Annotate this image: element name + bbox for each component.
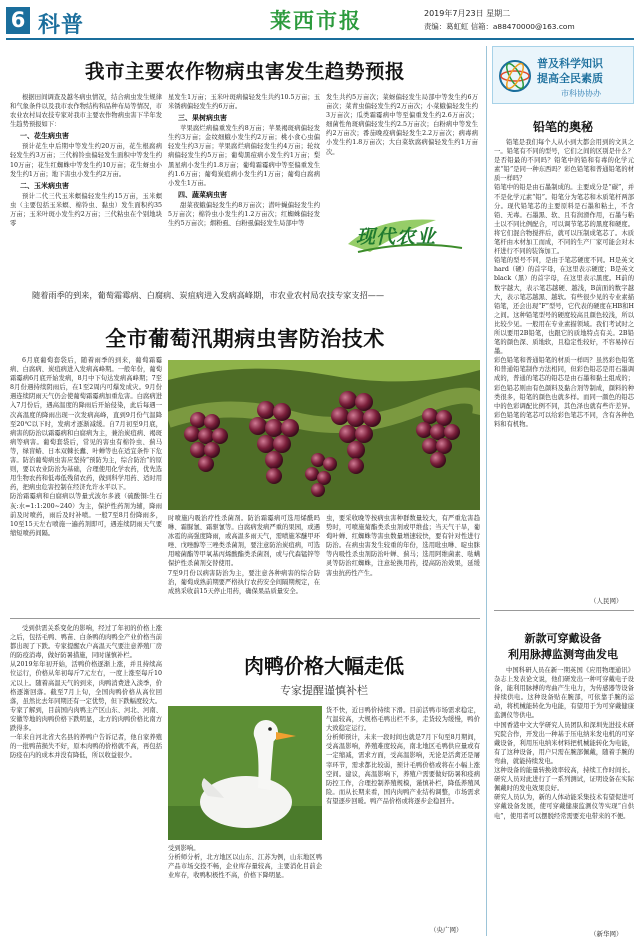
pests-corn-body: 预计二代三代玉米螟偏轻发生约15万亩，玉米螟虫（主要包括玉米螟、棉铃虫、黏虫）发生面积约35万亩；玉米叶斑小发生约2万亩；三代粘虫在个别地块零 (10, 192, 162, 228)
wearable-text: 中国科研人员在新一期英国《应用物理通讯》杂志上发表论文说，他们研发出一种可穿戴电子设备，能利用脉搏的弯曲产生电力，为传感器等设备持续供电。这种设备贴在腕部，可依靠手腕的运动，将机械能转化为电能，有望用于为可穿戴健康监测仪等供电。 中国香港中文大学研究人员团队和深圳先进技术研究院合作，开发出一种基于压电纳米发电机的可穿戴设备，利用压电纳米材料把机械能转化为电能，有了这种设备，用户只需在腕部佩戴，随着手腕的弯曲，就能持续发电。 这种设备的能量转换效率较高，持续工作时间长。研究人员对此进行了一系列测试，证明设备在实际佩戴时的发电效果良好。 研究人员认为，新的人体动能采集技术有望促进可穿戴设备发展，使可穿戴健康监测仪等实现“自供电”，使用者可以摆脱经常需要充电带来的不便。 (494, 667, 634, 820)
header-rule (6, 38, 634, 40)
pests-sub-peanut: 一、花生病虫害 (20, 132, 69, 141)
page-number: 6 (10, 8, 26, 32)
grape-cluster-icon (168, 360, 480, 510)
pests-sub-veg: 四、蔬菜病虫害 (178, 190, 227, 199)
duck-col-left (10, 624, 162, 936)
duck-left-text: 受到供需关系变化的影响，经过了年初的价格上涨之后，包括毛鸭、鸭苗、白条鸭的肉鸭全产业价格当前都出现了下跌。专家提醒农户高温天气要注意养殖厂房的防疫消毒，做好防暑措施，同时谨慎补栏。 从2019年年初开始，活鸭价格逐渐上涨，并且持续高位运行，价格从年初每斤7元左右，一度上涨至每斤10元以上。随着高温天气的到来，肉鸭消费进入淡季，价格逐渐回落。截至7月上旬，全国肉鸭价格从高位回落，虽然比去年同期还有一定优势，但下跌幅度较大。 专家了解到，目前国内肉鸭主产区山东、河北、河南、安徽等地的肉鸭价格下跌明显，北方的肉鸭价格比南方跌得多。 一年来自河北省大名县的养鸭户告诉记者，他自家养殖的一批鸭苗损失不好，原本肉鸭的价格就不高，再包括防疫在内的成本并没有降低，所以收益很少。 (10, 625, 162, 760)
banner-line-1: 普及科学知识 (537, 57, 603, 70)
sidebar-rule (494, 610, 634, 611)
pencil-source: （人民网） (590, 597, 623, 605)
science-logo-icon (498, 59, 532, 93)
editor-line: 责编：葛虹虹 信箱：a88470000@163.com (424, 22, 575, 31)
duck-col-mid (168, 844, 322, 936)
grape-photo (168, 360, 480, 510)
duck-photo (168, 706, 322, 840)
banner-line-3: 市科协协办 (561, 89, 601, 98)
pests-col-2 (168, 93, 320, 268)
pencil-headline: 铅笔的奥秘 (532, 120, 593, 134)
pencil-text: 铅笔是我们每个人从小到大都会用到的文具之一。铅笔有不同的型号，它们之间的区别是什么？是否铅最的不同吗？铅笔中的铅和有毒的化学元素“铅”是同一种东西吗？彩色铅笔和普通铅笔的材质一样吗？ 铅笔中的铅是由石墨制成的。主要成分是“碳”，并不是化学元素“铅”。铅笔分为笔芯和木质笔杆两部分。现代铅笔芯的主要原料是石墨和粘土，不含铅、无毒。石墨黑、软、且有润滑作用，石墨与粘土以不同比例配合，可以调节笔芯的黑度和硬度。将它们混合物搅拌后，就可以压制成笔芯了。木质笔杆由木材加工而成，不同的生产厂家可能会对木杆进行不同的装饰加工。 铅笔的型号不同，是由于笔芯硬度不同。H是英文hard（硬）的首字母，在这里表示硬度；B是英文black（黑）的首字母，在这里表示黑度。H前的数字越大，表示笔芯越硬、越浅，B前面的数字越大，表示笔芯越黑、越软。有些很少见的专业素描铅笔，还会出现“F”型号，它代表的硬度在HB和H之间。这种铅笔型号的硬度较高且颜色较浅，所以比较少见。一般用在专业素描领域。我们考试时之所以要用2B铅笔，也跟它的质地特点有关。2B铅笔的颜色深、质地软，且稳定性较好，不容易掉石墨。 彩色铅笔和普通铅笔的材质一样吗？虽然彩色铅笔和普通铅笔制作方法相同，但彩色铅芯是用石墨调成的，普通的笔芯的铅芯是由石墨和黏土组成的；彩色铅芯则由有色颜料及黏合剂等制成，颜料的种类很多，铅笔的颜色也就多样。而同一颜色的铅芯中的色彩调配比例不同，其色泽也就有些许差异。彩色铅笔的笔芯可以给彩色笔芯不同，含有各种色料和有机物。 (494, 139, 634, 428)
pests-headline: 我市主要农作物病虫害发生趋势预报 (84, 60, 405, 83)
pests-sub-corn: 二、玉米病虫害 (20, 181, 69, 190)
pests-corn-cont: 星发生1万亩；玉米叶斑病偏轻发生共约10.5万亩；玉米锈病偏轻发生约6万亩。 (168, 94, 320, 111)
duck-subtitle: 专家提醒谨慎补栏 (280, 684, 368, 697)
masthead: 莱西市报 (270, 8, 362, 33)
modern-agriculture-badge (340, 210, 470, 260)
sidebar-divider (486, 46, 487, 936)
grape-intro: 随着雨季的到来，葡萄霜霉病、白腐病、炭疽病进入发病高峰期，市农业农村局农技专家支招—— (32, 290, 385, 300)
grape-mid-text: 时喷施内吸治疗性杀菌剂。防治霜霉病可选用烯酰吗啉、霜脲氰、霜驱氰等。白腐病发病严重的果园，或遇冰雹的高强度降雨，或高温多雨天气，需喷施苯醚甲环唑、戊唑醇等三唑类杀菌剂，要注意防治炭疽病，可选用嘧菌酯等甲氧基丙烯酸酯类杀菌剂，或与代森锰锌等保护性杀菌剂交替使用。 7至9月份以病害防治为主，要注意各种病害的综合防治，葡萄成熟前期要严格执行农药安全间隔期规定，在成熟采收前15天停止用药，确保果品质量安全。 (168, 515, 320, 595)
white-duck-icon (168, 706, 322, 840)
pests-col-1 (10, 93, 162, 268)
duck-source: （央广网） (430, 926, 463, 934)
wearable-headline-2: 利用脉搏监测弯曲发电 (508, 648, 618, 661)
duck-headline: 肉鸭价格大幅走低 (244, 654, 404, 678)
pests-col-3 (326, 93, 478, 203)
grape-left-text: 6月底葡萄套袋后，随着雨季的到来，葡萄霜霉病、白腐病、炭疽病进入发病高峰期。一般年份，葡萄霜霉病6月底开始发病，8月中下旬达发病高峰期；7至8月份遇持续阴雨后，在1至2周内可爆发成灾。9月份遇连续阴雨天气仍会使葡萄霜霉病加重危害。白腐病进入7月份后，遇高温度的降雨后开始侵染，此后每遇一次高温度的降雨出现一次发病高峰，直到9月份气温降至20℃以下时，发病才逐渐减缓。自7月初至9月底，病害的防治以霜霉病和白腐病为主，兼治炭疽病、褐斑病等病害。葡萄套袋后，常见的害虫有棉铃虫、蓟马等，绿盲蝽、日本双棘长蠹、叶蝉等也在适宜条件下危害。防治葡萄病虫害应坚持“预防为主，综合防治”的原则，要以农业防治为基础，合理使用化学农药，优先选用生物农药和低毒低残留农药，做到科学用药、适时用药，把病虫危害控制在经济允许水平以下。 防治霜霉病和白腐病以等量式波尔多液（硫酸铜:生石灰:水=1:1:200~240）为主，保护性药剂为辅，降雨前及时喷药，雨后及时补喷。一般7至8月份降雨多，10至15天左右喷施一遍药剂即可，遇连续阴雨天气要缩短喷药间隔。 (10, 357, 162, 537)
wearable-body (494, 666, 634, 928)
wearable-source: （新华网） (590, 930, 623, 938)
wearable-headline-1: 新款可穿戴设备 (524, 632, 602, 645)
duck-mid-text: 受到影响。 分析师分析，北方地区以山东、江苏为例，山东地区鸭产品市场交投不畅，企业库存量较高，主要消化目前企业库存，收鸭积极性不高，价格下降明显。 (168, 845, 322, 880)
pests-intro: 根据田间调查及越冬病虫情况，结合病虫发生规律和气象条件以及我市农作物结构和品种布局等情况，市农业农村局农技专家对我市主要农作物病虫害下半年发生趋势预报如下： (10, 94, 162, 129)
modern-agriculture-text: 现代农业 (356, 226, 437, 248)
page-number-box (6, 7, 30, 34)
duck-right-text: 货不快，近日鸭价持续下滑。目前活鸭市场需求稳定，气温较高，大规格毛鸭出栏不多，走货较为缓慢，鸭价大致稳定运行。 分析师预计，未来一段时间也就是7月下旬至8月期间，受高温影响，养殖难度较高，南北地区毛鸭供应量或有一定缩减，需求方面，受高温影响，无论是活禽还是屠宰环节，需求都比较弱，预计毛鸭价格或将在小幅上涨空间。建议，高温影响下，养殖户需要做好防暑和疫病防控工作，合理控制养殖规模，谨慎补栏，降低养殖风险。而从长期来看，国内肉鸭产业结构调整，市场需求有望逐步回暖。鸭产品价格或将逐步企稳回升。 (326, 707, 480, 805)
pencil-body (494, 138, 634, 594)
grape-col-right (326, 514, 480, 614)
pests-veg-body: 甜菜夜蛾偏轻发生约8万亩次；潜叶蝇偏轻发生约5万亩次；棉铃虫小发生约1.2万亩次；红蜘蛛偏轻发生约5万亩次；烟粉虱、白粉虱偏轻发生局部中等 (168, 201, 320, 228)
pests-sub-fruit: 三、果树病虫害 (178, 114, 227, 123)
duck-col-right (326, 706, 480, 920)
date-line: 2019年7月23日 星期二 (424, 9, 511, 18)
page-header (0, 0, 640, 40)
section-title: 科普 (38, 13, 85, 38)
pests-veg-cont: 发生共约5万亩次；菜蚜偏轻发生局部中等发生约6万亩次；菜青虫偏轻发生约2万亩次；小菜蛾偏轻发生约3万亩次；瓜类霜霉病中等至偏重发生约2.6万亩次；细菌性角斑病偏轻发生约2.5万亩次；白粉病中等发生约2万亩次；番茄晚疫病偏轻发生2.2万亩次；病毒病小发生约1.8万亩次；大白菜软腐病偏轻发生约1万亩次。 (326, 94, 478, 156)
pests-fruit-body: 苹果腐烂病偏重发生约8万亩；苹果褐斑病偏轻发生约3万亩；金纹细蛾小发生约2万亩；桃小食心虫偏轻发生约3万亩；苹果腐烂病偏轻发生约4万亩；轮纹病偏轻发生约5万亩；葡萄黑痘病小发生约1万亩；梨黑星病小发生约1.8万亩；葡萄霜霉病中等至偏重发生约1.6万亩；葡萄炭疽病小发生约1万亩；葡萄白腐病小发生1万亩。 (168, 125, 320, 187)
pests-peanut-body: 预计花生中后期中等发生约20万亩，花生根腐病轻发生约3万亩；三代棉铃虫偏轻发生面积中等发生约10万亩；花生红蜘蛛中等发生约10万亩；花生蚜虫小发生约1万亩；地下害虫小发生约2万亩。 (10, 143, 162, 178)
grape-col-mid (168, 514, 320, 614)
grape-headline: 全市葡萄汛期病虫害防治技术 (105, 327, 385, 351)
banner-line-2: 提高全民素质 (537, 72, 603, 85)
grape-right-text: 虫，要采收晚等按病虫害种群数量较大，有严重危害趋势时，可喷施菊酯类杀虫剂或甲维盐；当天气干旱，葡萄叶蝉、红蜘蛛等害虫数量增速较快，要有针对性进行防治。在病虫害发生较重的年份，选用吡虫啉、啶虫脒等内吸性杀虫剂防治叶蝉、蓟马；选用阿维菌素、哒螨灵等防治红蜘蛛，注意轮换用药，提高防治效果，延缓害虫抗药性产生。 (326, 515, 480, 577)
section-rule (10, 618, 480, 619)
science-banner (492, 46, 634, 104)
grape-col-left (10, 356, 162, 614)
